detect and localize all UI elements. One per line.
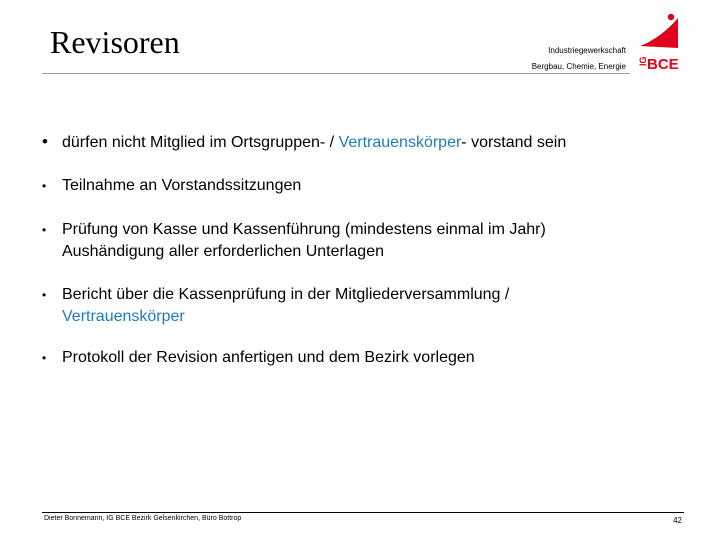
bullet-text: Prüfung von Kasse und Kassenführung (mindestens einmal im Jahr) Aushändigung aller erforderlichen Unterlagen bbox=[62, 221, 546, 260]
bullet-text: Protokoll der Revision anfertigen und dem Bezirk vorlegen bbox=[62, 349, 475, 366]
title-divider bbox=[42, 73, 630, 74]
slide-title: Revisoren bbox=[50, 24, 180, 60]
bullet-text: dürfen nicht Mitglied im Ortsgruppen- / Vertrauenskörper- vorstand sein bbox=[62, 134, 567, 151]
bullet-marker: • bbox=[42, 223, 47, 237]
highlight-term: Vertrauenskörper bbox=[62, 308, 185, 325]
bullet-text: Bericht über die Kassenprüfung in der Mitgliederversammlung / Vertrauenskörper bbox=[62, 286, 510, 325]
footer-divider bbox=[42, 512, 684, 513]
logo-bce-text: BCE bbox=[647, 56, 679, 72]
ig-bce-logo bbox=[634, 12, 684, 72]
logo-dot-icon bbox=[668, 14, 674, 20]
bullet-text: Teilnahme an Vorstandssitzungen bbox=[62, 177, 302, 194]
org-name-line2: Bergbau, Chemie, Energie bbox=[531, 62, 626, 71]
footer-author: Dieter Bonnemann, IG BCE Bezirk Gelsenkirchen, Büro Bottrop bbox=[44, 515, 242, 522]
bullet-marker: • bbox=[42, 351, 47, 365]
bullet-marker: • bbox=[42, 132, 48, 151]
logo-ig-text: IG bbox=[638, 56, 648, 66]
highlight-term: Vertrauenskörper bbox=[338, 134, 462, 151]
logo-arc-icon bbox=[640, 18, 678, 48]
bullet-marker: • bbox=[42, 288, 47, 302]
org-name-line1: Industriegewerkschaft bbox=[548, 46, 626, 55]
bullet-marker: • bbox=[42, 179, 47, 193]
page-number: 42 bbox=[673, 516, 682, 525]
